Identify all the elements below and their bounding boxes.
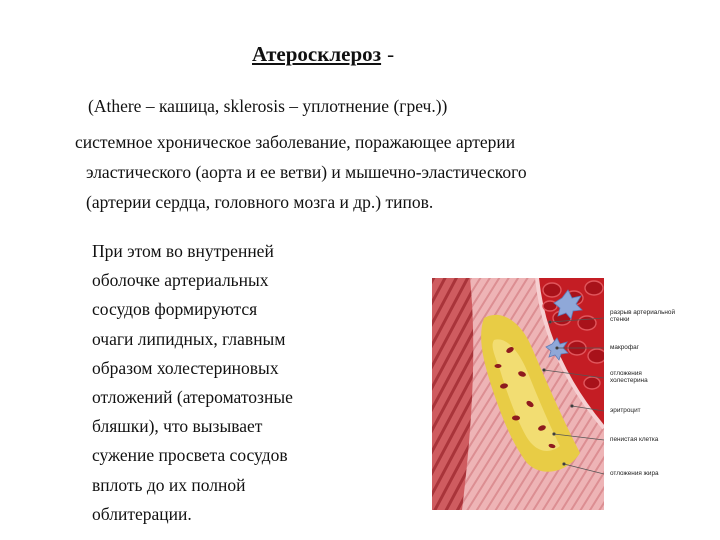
definition-line-2: эластического (аорта и ее ветви) и мышечно-эластического — [86, 162, 527, 182]
label-rupture-line-2: стенки — [610, 316, 630, 324]
paragraph-line: оболочке артериальных — [92, 270, 269, 291]
label-foam-cell: пенистая клетка — [610, 436, 659, 443]
paragraph-line: отложений (атероматозные — [92, 387, 293, 408]
label-erythrocyte: эритроцит — [610, 407, 641, 414]
paragraph-line: образом холестериновых — [92, 357, 279, 378]
paragraph-line: облитерации. — [92, 503, 192, 524]
paragraph-line: бляшки), что вызывает — [92, 416, 263, 437]
label-cholesterol-line-1: отложения — [610, 370, 642, 377]
paragraph-line: сужение просвета сосудов — [92, 445, 288, 466]
slide-title: Атеросклероз — [252, 42, 382, 66]
etymology-text: (Athere – кашица, sklerosis – уплотнение (греч.)) — [88, 96, 448, 116]
definition-line-3: (артерии сердца, головного мозга и др.) типов. — [86, 192, 434, 212]
paragraph-line: очаги липидных, главным — [92, 328, 286, 349]
title-dash: - — [387, 42, 395, 66]
label-macrophage: макрофаг — [610, 344, 639, 351]
slide-title-line — [252, 42, 394, 67]
atherosclerosis-illustration — [432, 278, 702, 510]
label-rupture — [610, 309, 675, 324]
definition-line-1: системное хроническое заболевание, поражающее артерии — [75, 132, 516, 152]
label-cholesterol — [610, 370, 648, 385]
label-rupture-line-1: разрыв артериальной — [610, 309, 676, 316]
paragraph-line: вплоть до их полной — [92, 474, 246, 495]
label-fat-deposit: отложения жира — [610, 470, 659, 477]
label-cholesterol-line-2: холестерина — [610, 377, 648, 385]
paragraph-line: сосудов формируются — [92, 299, 258, 320]
paragraph-line: При этом во внутренней — [92, 241, 274, 261]
description-paragraph — [92, 237, 392, 529]
